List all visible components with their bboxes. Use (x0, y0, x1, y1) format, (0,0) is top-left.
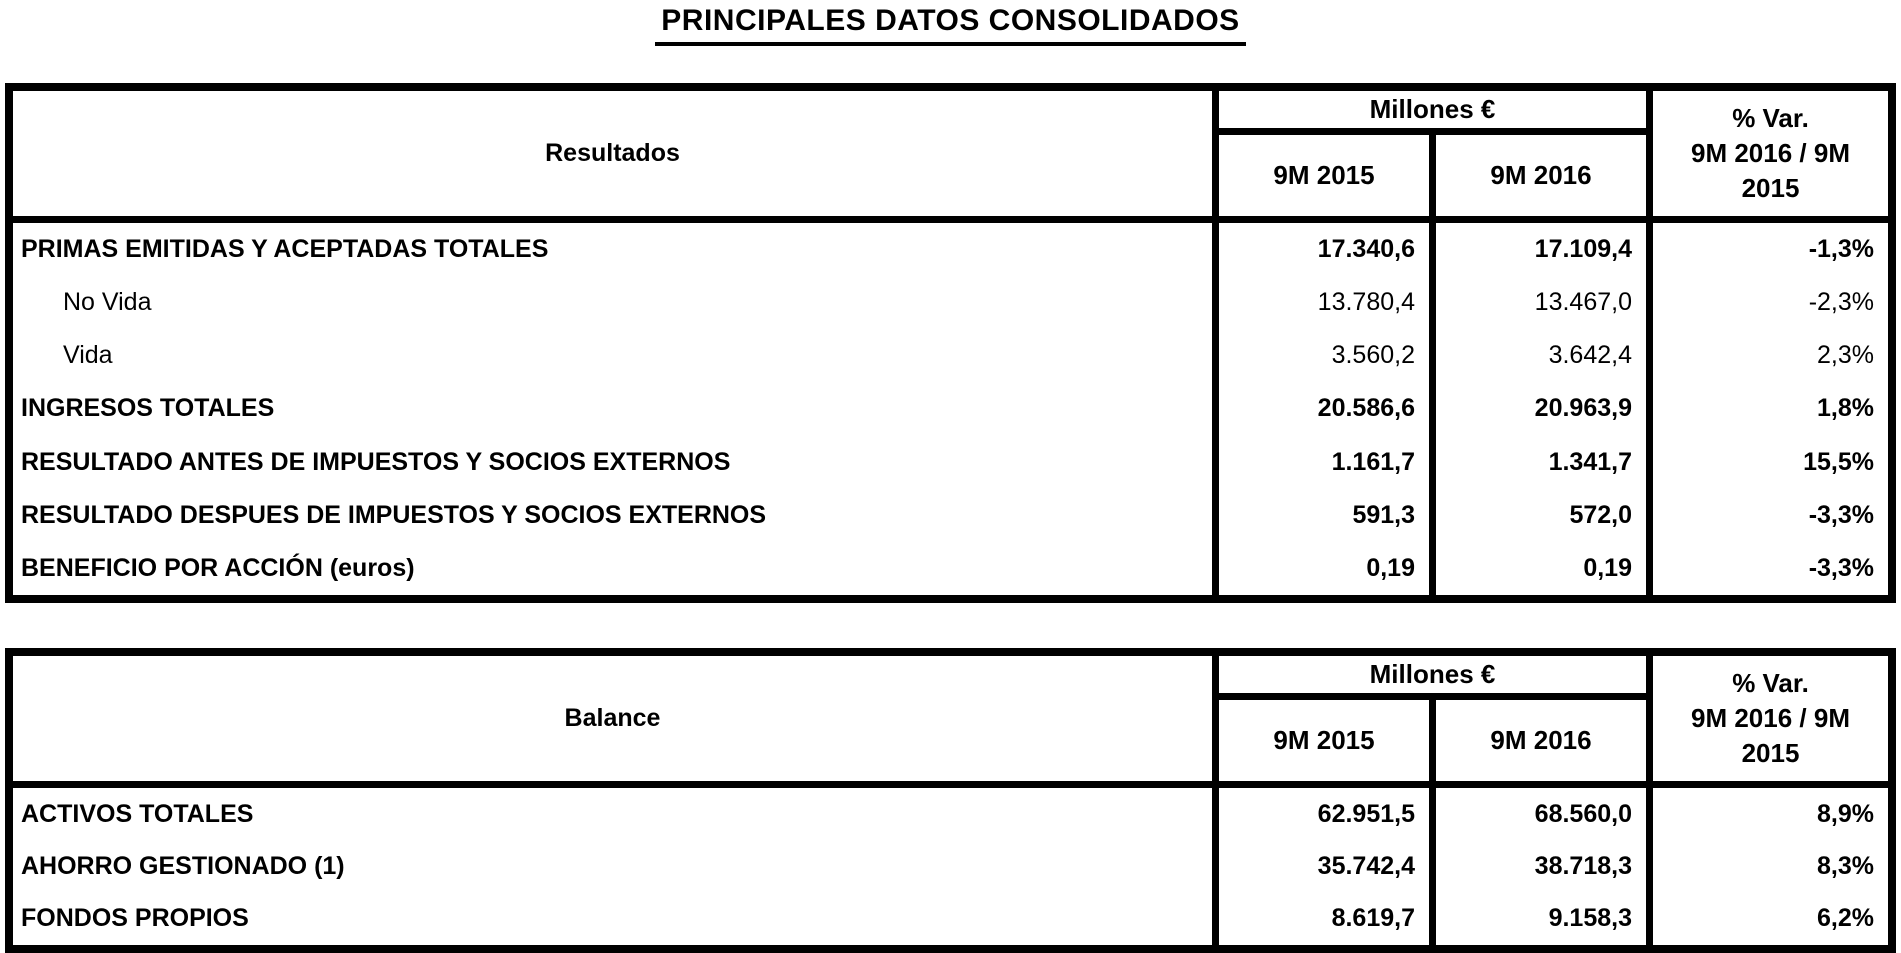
row-label: PRIMAS EMITIDAS Y ACEPTADAS TOTALES (21, 235, 549, 264)
balance-group-header-millones: Millones € (1212, 656, 1646, 700)
var-header-line2: 9M 2016 / 9M 2015 (1691, 702, 1850, 769)
value-9m2015: 0,19 (1212, 542, 1429, 595)
value-9m2016: 3.642,4 (1429, 329, 1646, 382)
value-var: 6,2% (1646, 893, 1888, 945)
var-header-line1: % Var. (1732, 102, 1809, 133)
balance-var-header (1646, 656, 1888, 788)
value-var: -1,3% (1646, 223, 1888, 276)
page-title-wrap (0, 4, 1901, 46)
value-9m2016: 38.718,3 (1429, 840, 1646, 892)
row-label: FONDOS PROPIOS (21, 904, 249, 933)
row-label: No Vida (63, 288, 152, 317)
value-var: -3,3% (1646, 542, 1888, 595)
value-9m2016: 1.341,7 (1429, 436, 1646, 489)
value-9m2015: 17.340,6 (1212, 223, 1429, 276)
value-var: 8,3% (1646, 840, 1888, 892)
results-section-label: Resultados (13, 91, 1212, 223)
value-var: 15,5% (1646, 436, 1888, 489)
var-header-line1: % Var. (1732, 667, 1809, 698)
value-9m2015: 3.560,2 (1212, 329, 1429, 382)
results-var-header (1646, 91, 1888, 223)
page-title: PRINCIPALES DATOS CONSOLIDADOS (655, 4, 1245, 46)
value-var: 8,9% (1646, 788, 1888, 840)
balance-table (5, 648, 1896, 953)
value-9m2016: 20.963,9 (1429, 382, 1646, 435)
results-group-header-millones: Millones € (1212, 91, 1646, 135)
results-table (5, 83, 1896, 603)
value-var: 2,3% (1646, 329, 1888, 382)
value-9m2016: 13.467,0 (1429, 276, 1646, 329)
row-label: Vida (63, 341, 113, 370)
value-9m2016: 9.158,3 (1429, 893, 1646, 945)
value-9m2016: 68.560,0 (1429, 788, 1646, 840)
row-label: ACTIVOS TOTALES (21, 799, 254, 828)
value-var: 1,8% (1646, 382, 1888, 435)
results-col-header-9m2015: 9M 2015 (1212, 135, 1429, 223)
balance-section-label: Balance (13, 656, 1212, 788)
value-9m2016: 0,19 (1429, 542, 1646, 595)
value-9m2015: 8.619,7 (1212, 893, 1429, 945)
row-label: AHORRO GESTIONADO (1) (21, 851, 345, 880)
value-9m2015: 591,3 (1212, 489, 1429, 542)
results-col-header-9m2016: 9M 2016 (1429, 135, 1646, 223)
balance-col-header-9m2016: 9M 2016 (1429, 700, 1646, 788)
row-label: INGRESOS TOTALES (21, 394, 275, 423)
value-9m2016: 572,0 (1429, 489, 1646, 542)
var-header-line2: 9M 2016 / 9M 2015 (1691, 137, 1850, 204)
balance-col-header-9m2015: 9M 2015 (1212, 700, 1429, 788)
row-label: RESULTADO DESPUES DE IMPUESTOS Y SOCIOS EXTERNOS (21, 500, 767, 529)
value-9m2015: 13.780,4 (1212, 276, 1429, 329)
row-label: BENEFICIO POR ACCIÓN (euros) (21, 553, 415, 582)
value-9m2015: 62.951,5 (1212, 788, 1429, 840)
value-var: -2,3% (1646, 276, 1888, 329)
value-9m2015: 35.742,4 (1212, 840, 1429, 892)
value-9m2016: 17.109,4 (1429, 223, 1646, 276)
value-var: -3,3% (1646, 489, 1888, 542)
value-9m2015: 20.586,6 (1212, 382, 1429, 435)
value-9m2015: 1.161,7 (1212, 436, 1429, 489)
row-label: RESULTADO ANTES DE IMPUESTOS Y SOCIOS EXTERNOS (21, 447, 731, 476)
